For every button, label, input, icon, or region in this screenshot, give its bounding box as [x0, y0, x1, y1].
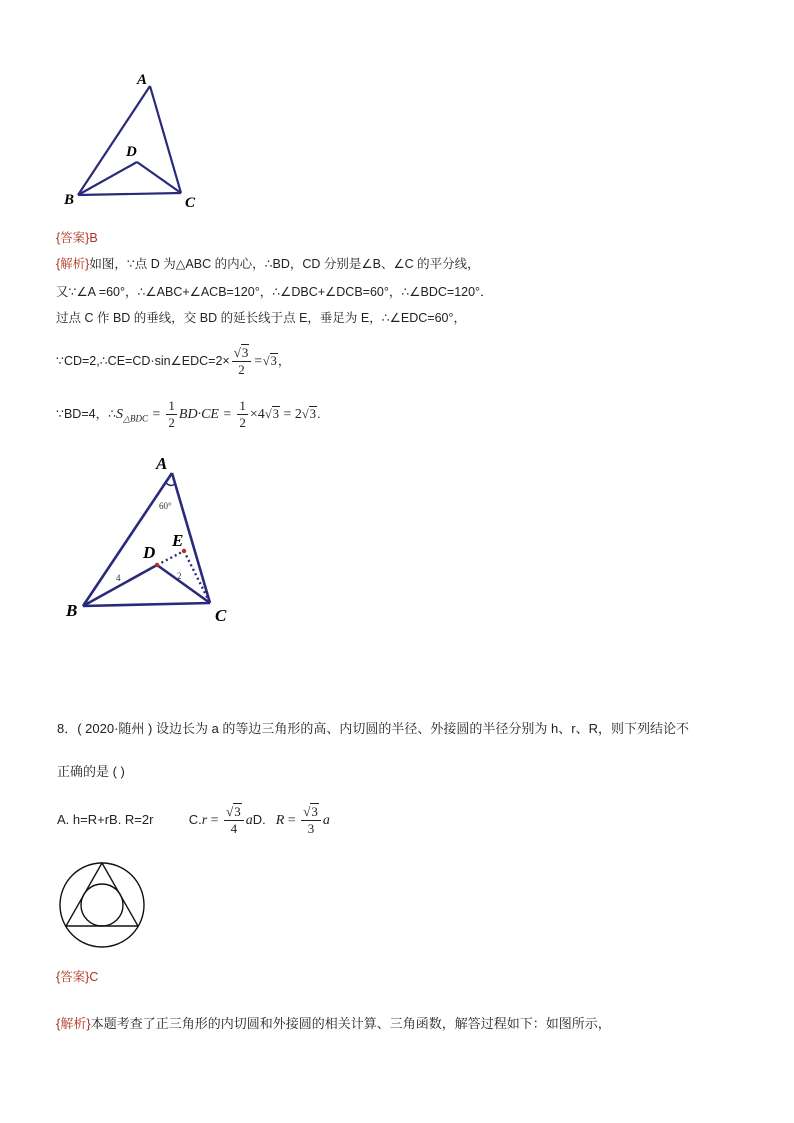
label-c: C [185, 195, 196, 211]
fraction-sqrt3-over-2: $\frac{√3}{2}$ [232, 345, 252, 378]
incircle [81, 884, 123, 926]
analysis-text-3: 过点 C 作 BD 的垂线，交 BD 的延长线于点 E，垂足为 E，∴∠EDC=60°， [56, 311, 466, 325]
analysis-line-5: ∵BD=4，$\therefore S_{\triangle BDC}$ = $\frac{1}{2}$ BD·CE = $\frac{1}{2}$ ×4√3 = 2√3. [56, 398, 321, 431]
analysis-text-4-prefix: ∵CD=2,∴CE=CD·sin∠EDC=2× [56, 354, 230, 368]
answer-value: C [89, 970, 99, 984]
label-length-2: 2 [177, 571, 182, 581]
answer-bracket: {答案} [56, 231, 90, 245]
analysis-line-q8 [56, 1013, 611, 1032]
analysis-text-1: 如图，∵点 D 为△ABC 的内心，∴BD，CD 分别是∠B、∠C 的平分线， [89, 257, 480, 271]
analysis-line-1 [56, 255, 480, 273]
point-d [155, 563, 159, 567]
figure-triangle-incircle-circumcircle [58, 860, 148, 950]
option-d-label: D. [252, 812, 266, 827]
label-a: A [156, 454, 168, 473]
segment-bc [83, 603, 210, 606]
answer-bracket: {答案} [56, 970, 90, 984]
segment-bd [78, 162, 137, 195]
answer-value: B [89, 231, 98, 245]
question-8-options: A. h=R+rB. R=2r C.r = $\frac{√3}{4}$ aD. R = $\frac{√3}{3}$ a [57, 804, 330, 837]
label-c: C [215, 606, 227, 625]
fraction-one-half-2: $\frac{1}{2}$ [239, 398, 246, 431]
option-c-fraction: $\frac{√3}{4}$ [224, 804, 244, 837]
label-d: D [126, 144, 137, 160]
segment-bc [78, 193, 181, 195]
option-c-label: C. [188, 812, 202, 827]
question-8-line-1: 8．( 2020·随州 ) 设边长为 a 的等边三角形的高、内切圆的半径、外接圆的半径分别为 h、r、R，则下列结论不 [57, 721, 689, 736]
question-8-line-2: 正确的是 ( ) [57, 764, 125, 779]
segment-ab [83, 473, 172, 606]
answer-line-2 [56, 968, 98, 986]
label-b: B [64, 192, 75, 208]
figure-triangle-incenter [55, 65, 215, 215]
segment-ab [78, 86, 150, 195]
answer-line-1 [56, 229, 98, 247]
equilateral-triangle [66, 863, 138, 926]
label-a: A [137, 72, 148, 88]
circumcircle [60, 863, 144, 947]
label-e: E [172, 531, 184, 550]
analysis-text-q8: 本题考查了正三角形的内切圆和外接圆的相关计算、三角函数，解答过程如下：如图所示， [90, 1016, 611, 1031]
analysis-bracket: {解析} [56, 1016, 91, 1031]
option-a-b: A. h=R+rB. R=2r [57, 812, 154, 827]
angle-a-arc [166, 483, 175, 486]
label-angle-60: 60° [159, 501, 172, 511]
sqrt-3: √3 [262, 354, 277, 368]
analysis-text-2: 又∵∠A =60°，∴∠ABC+∠ACB=120°，∴∠DBC+∠DCB=60°，∴∠BDC=120°． [56, 285, 493, 299]
analysis-bracket: {解析} [56, 257, 90, 271]
label-b: B [66, 601, 78, 620]
label-length-4: 4 [116, 573, 121, 583]
analysis-line-3 [56, 309, 466, 327]
fraction-one-half: $\frac{1}{2}$ [168, 398, 175, 431]
option-d-fraction: $\frac{√3}{3}$ [301, 804, 321, 837]
segment-ac [150, 86, 181, 193]
segment-dc [157, 565, 210, 603]
segment-de-dotted [157, 551, 184, 565]
analysis-line-4: ∵CD=2,∴CE=CD·sin∠EDC=2× $\frac{√3}{2}$ =√3， [56, 345, 291, 378]
analysis-line-2 [56, 283, 493, 301]
figure-triangle-perpendicular [60, 450, 240, 630]
segment-bd [83, 565, 157, 606]
label-d: D [143, 543, 156, 562]
